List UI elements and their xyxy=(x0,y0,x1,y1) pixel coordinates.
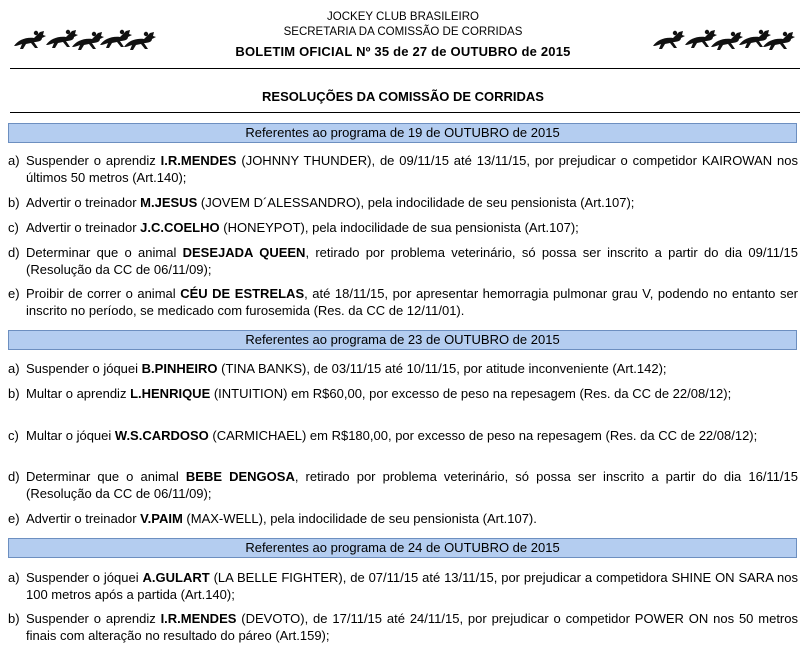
bulletin-title: BOLETIM OFICIAL Nº 35 de 27 de OUTUBRO de 2015 xyxy=(235,44,571,59)
item-label: b) xyxy=(8,611,20,626)
item-action: Suspender o aprendiz xyxy=(26,611,161,626)
org-department: SECRETARIA DA COMISSÃO DE CORRIDAS xyxy=(283,26,523,38)
item-subject: CÉU DE ESTRELAS xyxy=(180,286,305,301)
racing-horses-icon xyxy=(651,26,797,52)
item-subject: B.PINHEIRO xyxy=(141,361,218,376)
resolution-item xyxy=(8,219,798,236)
item-action: Advertir o treinador xyxy=(26,511,141,526)
item-subject: J.C.COELHO xyxy=(140,220,220,235)
resolution-item xyxy=(8,194,798,211)
program-header: Referentes ao programa de 24 de OUTUBRO de 2015 xyxy=(8,538,797,558)
item-label: d) xyxy=(8,469,20,484)
resolution-item xyxy=(8,244,798,278)
item-detail: , até 18/11/15, por apresentar hemorragia pulmonar grau V, podendo no entanto ser inscrito no período, se medicado com furosemida (Res. da CC de 12/11/01). xyxy=(26,286,799,318)
item-label: e) xyxy=(8,511,20,526)
item-detail: (CARMICHAEL) em R$180,00, por excesso de peso na repesagem (Res. da CC de 22/08/12); xyxy=(208,428,758,443)
resolution-item xyxy=(8,385,798,402)
item-subject: I.R.MENDES xyxy=(160,153,237,168)
item-label: c) xyxy=(8,220,19,235)
resolution-item xyxy=(8,510,798,527)
program-header: Referentes ao programa de 23 de OUTUBRO de 2015 xyxy=(8,330,797,350)
resolution-item xyxy=(8,285,798,319)
resolution-item xyxy=(8,610,798,644)
item-detail: (JOVEM D´ALESSANDRO), pela indocilidade de seu pensionista (Art.107); xyxy=(197,195,635,210)
document-header xyxy=(0,0,806,68)
item-action: Suspender o jóquei xyxy=(26,361,142,376)
item-detail: , retirado por problema veterinário, só possa ser inscrito a partir do dia 09/11/15 (Resolução da CC de 06/11/09); xyxy=(26,245,798,277)
item-subject: BEBE DENGOSA xyxy=(185,469,295,484)
item-detail: (TINA BANKS), de 03/11/15 até 10/11/15, por atitude inconveniente (Art.142); xyxy=(217,361,667,376)
item-label: b) xyxy=(8,195,20,210)
item-action: Proibir de correr o animal xyxy=(26,286,181,301)
item-action: Advertir o treinador xyxy=(26,195,141,210)
item-label: a) xyxy=(8,570,20,585)
item-detail: (LA BELLE FIGHTER), de 07/11/15 até 13/11/15, por prejudicar a competidora SHINE ON SARA nos 100 metros após a partida (Art.140); xyxy=(26,570,798,602)
org-name: JOCKEY CLUB BRASILEIRO xyxy=(327,11,479,23)
item-action: Determinar que o animal xyxy=(26,469,186,484)
item-action: Advertir o treinador xyxy=(26,220,141,235)
item-detail: (JOHNNY THUNDER), de 09/11/15 até 13/11/15, por prejudicar o competidor KAIROWAN nos últimos 50 metros (Art.140); xyxy=(26,153,798,185)
resolution-item xyxy=(8,427,798,444)
item-action: Multar o aprendiz xyxy=(26,386,131,401)
item-label: e) xyxy=(8,286,20,301)
item-subject: W.S.CARDOSO xyxy=(114,428,209,443)
item-action: Determinar que o animal xyxy=(26,245,183,260)
item-action: Suspender o jóquei xyxy=(26,570,143,585)
header-divider xyxy=(10,68,800,69)
item-action: Suspender o aprendiz xyxy=(26,153,161,168)
item-label: c) xyxy=(8,428,19,443)
item-subject: M.JESUS xyxy=(140,195,198,210)
section-divider xyxy=(10,112,800,113)
resolution-item xyxy=(8,152,798,186)
item-subject: I.R.MENDES xyxy=(160,611,237,626)
resolution-item xyxy=(8,360,798,377)
item-subject: A.GULART xyxy=(142,570,210,585)
item-label: a) xyxy=(8,153,20,168)
item-subject: DESEJADA QUEEN xyxy=(182,245,306,260)
section-title: RESOLUÇÕES DA COMISSÃO DE CORRIDAS xyxy=(262,89,544,104)
resolution-item xyxy=(8,569,798,603)
resolution-item xyxy=(8,468,798,502)
item-detail: , retirado por problema veterinário, só possa ser inscrito a partir do dia 16/11/15 (Resolução da CC de 06/11/09); xyxy=(26,469,798,501)
item-detail: (HONEYPOT), pela indocilidade de sua pensionista (Art.107); xyxy=(219,220,579,235)
item-detail: (INTUITION) em R$60,00, por excesso de peso na repesagem (Res. da CC de 22/08/12); xyxy=(210,386,732,401)
item-label: a) xyxy=(8,361,20,376)
item-label: d) xyxy=(8,245,20,260)
item-detail: (MAX-WELL), pela indocilidade de seu pensionista (Art.107). xyxy=(182,511,537,526)
item-subject: L.HENRIQUE xyxy=(130,386,211,401)
item-action: Multar o jóquei xyxy=(26,428,115,443)
item-detail: (DEVOTO), de 17/11/15 até 24/11/15, por prejudicar o competidor POWER ON nos 50 metros finais com alteração no resultado do páreo (Art.159); xyxy=(26,611,798,643)
item-label: b) xyxy=(8,386,20,401)
item-subject: V.PAIM xyxy=(140,511,183,526)
program-header: Referentes ao programa de 19 de OUTUBRO de 2015 xyxy=(8,123,797,143)
